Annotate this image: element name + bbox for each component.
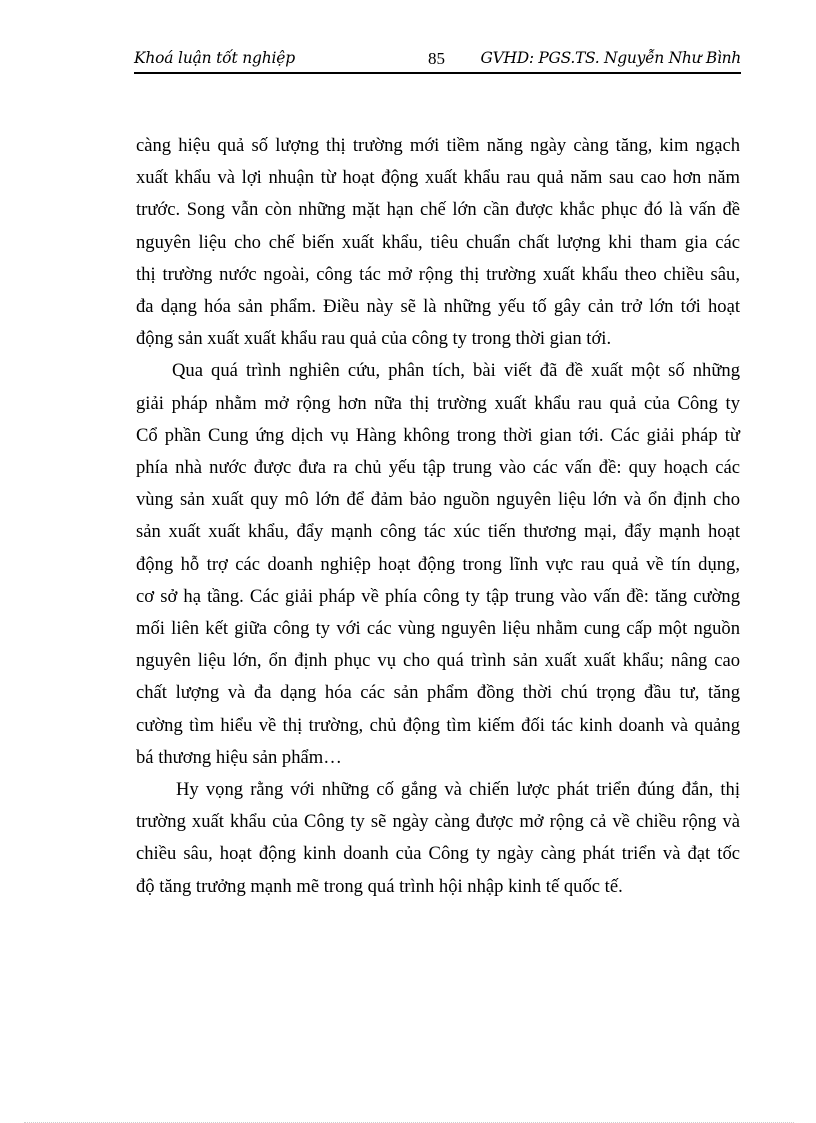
text-line: vùng sản xuất quy mô lớn để đảm bảo nguồn nguyên liệu lớn và ổn định cho [136,489,740,511]
text-line: thị trường nước ngoài, công tác mở rộng thị trường xuất khẩu theo chiều sâu, [136,263,740,285]
text-line: càng hiệu quả số lượng thị trường mới tiềm năng ngày càng tăng, kim ngạch [136,135,740,156]
text-line: cường tìm hiểu về thị trường, chủ động tìm kiếm đối tác kinh doanh và quảng [136,714,740,736]
page-number: 85 [428,49,445,68]
text-line: động hỗ trợ các doanh nghiệp hoạt động trong lĩnh vực rau quả về tín dụng, [136,553,740,575]
text-line: giải pháp nhằm mở rộng hơn nữa thị trường xuất khẩu rau quả của Công ty [136,392,740,414]
body-text [136,130,740,903]
text-line: trường xuất khẩu của Công ty sẽ ngày càng được mở rộng cả về chiều rộng và [136,811,740,833]
text-line: Hy vọng rằng với những cố gắng và chiến lược phát triển đúng đắn, thị [176,779,740,801]
header-thesis-title: Khoá luận tốt nghiệp [134,49,295,67]
text-line: bá thương hiệu sản phẩm… [136,746,342,768]
text-line: trước. Song vẫn còn những mặt hạn chế lớn cần được khắc phục đó là vấn đề [136,199,740,221]
paragraph-2 [136,355,740,774]
text-line: cơ sở hạ tầng. Các giải pháp về phía công ty tập trung vào vấn đề: tăng cường [136,585,740,607]
text-line: chiều sâu, hoạt động kinh doanh của Công ty ngày càng phát triển và đạt tốc [136,843,740,865]
text-line: xuất khẩu và lợi nhuận từ hoạt động xuất khẩu rau quả năm sau cao hơn năm [136,167,740,189]
text-line: độ tăng trưởng mạnh mẽ trong quá trình hội nhập kinh tế quốc tế. [136,875,623,897]
text-line: Cổ phần Cung ứng dịch vụ Hàng không trong thời gian tới. Các giải pháp từ [136,424,740,446]
text-line: Qua quá trình nghiên cứu, phân tích, bài viết đã đề xuất một số những [172,360,740,382]
text-line: chất lượng và đa dạng hóa các sản phẩm đồng thời chú trọng đầu tư, tăng [136,682,740,704]
text-line: sản xuất xuất khẩu, đẩy mạnh công tác xúc tiến thương mại, đẩy mạnh hoạt [136,521,740,543]
page-header [134,46,741,74]
text-line: động sản xuất xuất khẩu rau quả của công ty trong thời gian tới. [136,328,612,350]
paragraph-3 [136,774,740,903]
header-supervisor: GVHD: PGS.TS. Nguyễn Như Bình [480,49,741,67]
text-line: đa dạng hóa sản phẩm. Điều này sẽ là những yếu tố gây cản trở lớn tới hoạt [136,296,740,318]
text-line: mối liên kết giữa công ty với các vùng nguyên liệu nhằm cung cấp một nguồn [136,618,740,640]
text-line: phía nhà nước được đưa ra chủ yếu tập trung vào các vấn đề: quy hoạch các [136,457,740,479]
paragraph-1 [136,130,740,355]
text-line: nguyên liệu cho chế biến xuất khẩu, tiêu chuẩn chất lượng khi tham gia các [136,231,740,253]
text-line: nguyên liệu lớn, ổn định phục vụ cho quá trình sản xuất xuất khẩu; nâng cao [136,650,740,672]
